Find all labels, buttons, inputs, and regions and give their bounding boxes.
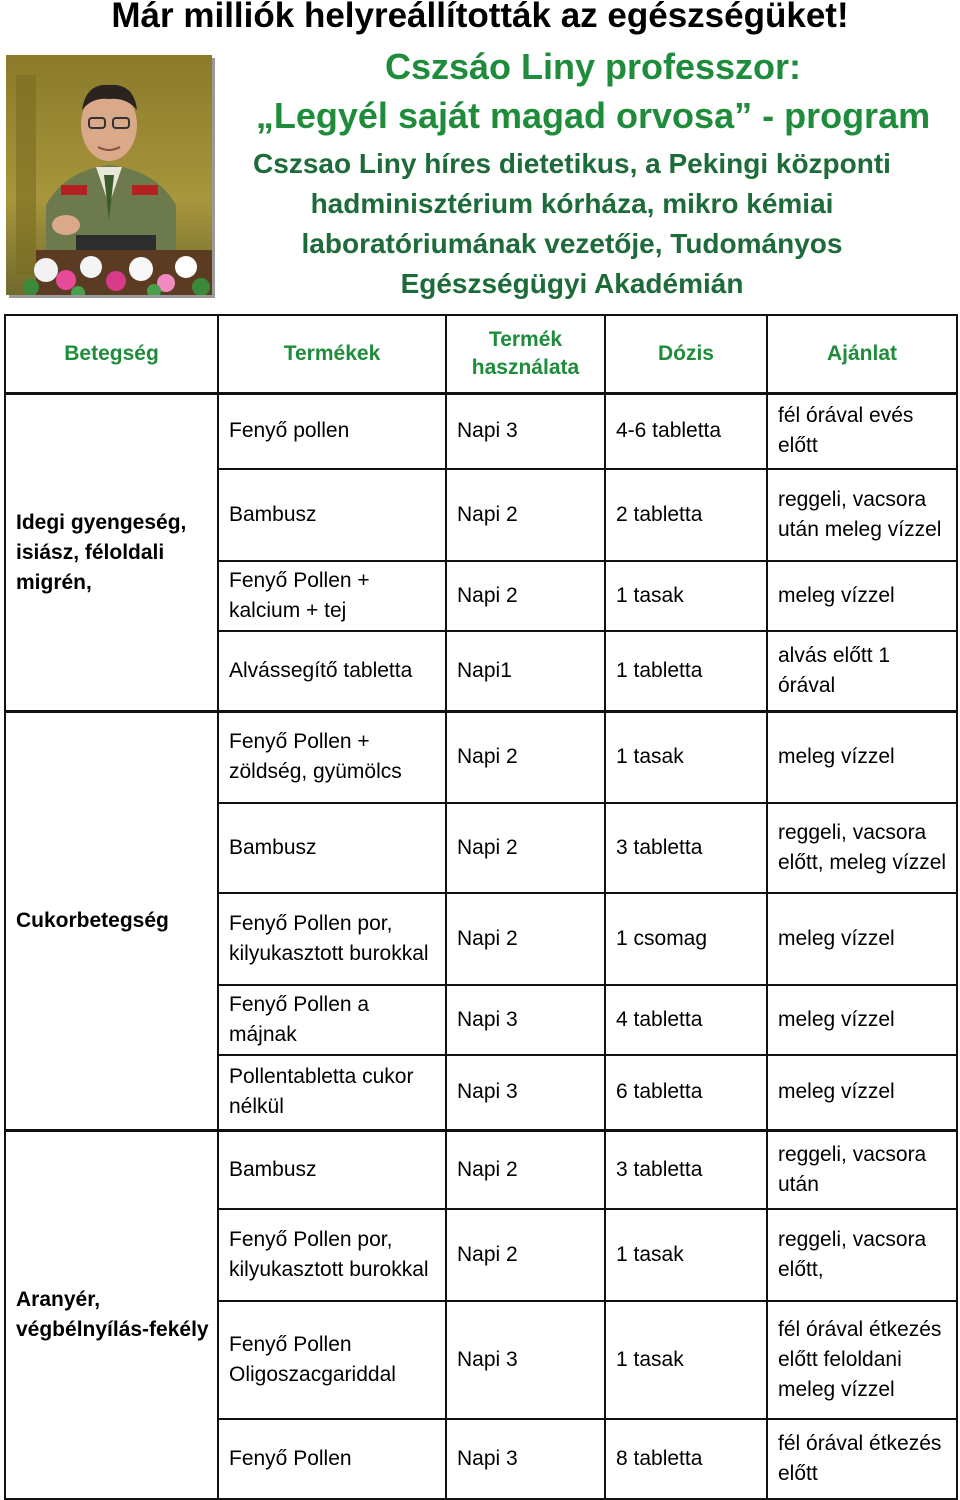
advice-cell: reggeli, vacsora előtt, meleg vízzel [767,803,957,893]
dose-cell: 1 tasak [605,561,767,631]
product-cell: Alvássegítő tabletta [218,631,446,712]
dose-cell: 8 tabletta [605,1419,767,1499]
usage-cell: Napi1 [446,631,605,712]
header-disease: Betegség [5,315,218,394]
product-cell: Fenyő Pollen [218,1419,446,1499]
product-cell: Fenyő pollen [218,394,446,469]
professor-photo [6,55,212,295]
product-cell: Fenyő Pollen por, kilyukasztott burokkal [218,893,446,985]
header-products: Termékek [218,315,446,394]
dose-cell: 4-6 tabletta [605,394,767,469]
dose-cell: 6 tabletta [605,1055,767,1131]
product-cell: Bambusz [218,803,446,893]
advice-cell: reggeli, vacsora után meleg vízzel [767,469,957,561]
usage-cell: Napi 2 [446,712,605,803]
advice-cell: fél órával étkezés előtt feloldani meleg vízzel [767,1301,957,1419]
dose-cell: 1 csomag [605,893,767,985]
advice-cell: meleg vízzel [767,893,957,985]
advice-cell: fél órával evés előtt [767,394,957,469]
usage-cell: Napi 2 [446,469,605,561]
usage-cell: Napi 2 [446,1131,605,1209]
dose-cell: 3 tabletta [605,1131,767,1209]
usage-cell: Napi 3 [446,985,605,1055]
usage-cell: Napi 3 [446,1055,605,1131]
dose-cell: 2 tabletta [605,469,767,561]
page-headline: Már milliók helyreállították az egészségüket! [111,0,849,35]
advice-cell: alvás előtt 1 órával [767,631,957,712]
product-cell: Fenyő Pollen por, kilyukasztott burokkal [218,1209,446,1301]
usage-cell: Napi 2 [446,561,605,631]
product-table [4,314,958,1500]
program-name: „Legyél saját magad orvosa” - program [255,95,931,136]
product-cell: Bambusz [218,1131,446,1209]
usage-cell: Napi 2 [446,893,605,985]
dose-cell: 1 tabletta [605,631,767,712]
dose-cell: 4 tabletta [605,985,767,1055]
author-description: Cszsao Liny híres dietetikus, a Pekingi központi hadminisztérium kórháza, mikro kémiai laboratóriumának vezetője, Tudományos Egészségügyi Akadémián [253,148,891,299]
advice-cell: meleg vízzel [767,712,957,803]
dose-cell: 1 tasak [605,712,767,803]
product-cell: Fenyő Pollen + zöldség, gyümölcs [218,712,446,803]
advice-cell: fél órával étkezés előtt [767,1419,957,1499]
product-cell: Pollentabletta cukor nélkül [218,1055,446,1131]
advice-cell: meleg vízzel [767,985,957,1055]
advice-cell: meleg vízzel [767,1055,957,1131]
table-row [5,712,957,803]
dose-cell: 1 tasak [605,1301,767,1419]
product-cell: Fenyő Pollen + kalcium + tej [218,561,446,631]
product-cell: Fenyő Pollen a májnak [218,985,446,1055]
advice-cell: reggeli, vacsora után [767,1131,957,1209]
dose-cell: 1 tasak [605,1209,767,1301]
advice-cell: reggeli, vacsora előtt, [767,1209,957,1301]
table-row [5,1131,957,1209]
disease-cell: Cukorbetegség [5,712,218,1131]
product-cell: Fenyő Pollen Oligoszacgariddal [218,1301,446,1419]
header-advice: Ajánlat [767,315,957,394]
advice-cell: meleg vízzel [767,561,957,631]
usage-cell: Napi 2 [446,1209,605,1301]
header-dose: Dózis [605,315,767,394]
usage-cell: Napi 3 [446,1419,605,1499]
disease-cell: Idegi gyengeség, isiász, féloldali migrén, [5,394,218,712]
dose-cell: 3 tabletta [605,803,767,893]
usage-cell: Napi 2 [446,803,605,893]
table-row [5,394,957,469]
program-author-title: Cszsáo Liny professzor: [384,46,802,87]
header-usage: Termék használata [446,315,605,394]
table-header-row [5,315,957,394]
usage-cell: Napi 3 [446,394,605,469]
disease-cell: Aranyér, végbélnyílás-fekély [5,1131,218,1499]
product-cell: Bambusz [218,469,446,561]
usage-cell: Napi 3 [446,1301,605,1419]
